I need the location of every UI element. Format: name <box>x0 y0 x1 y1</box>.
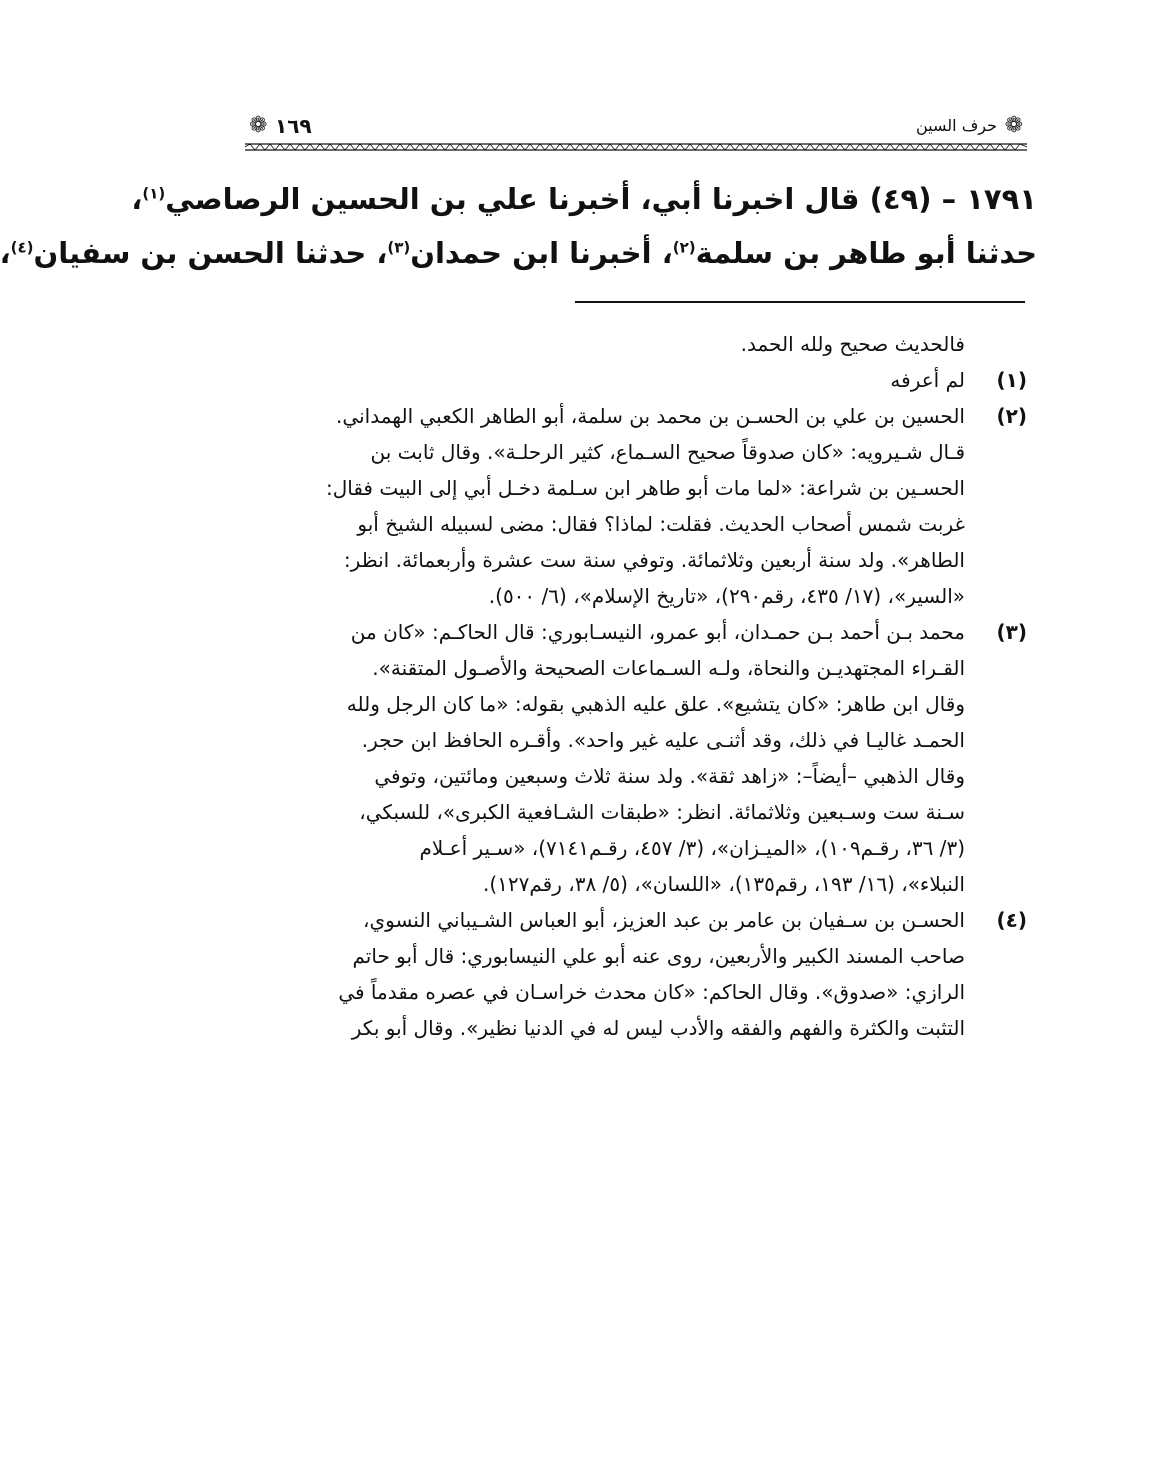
footnote-number: (٤) <box>996 908 1027 932</box>
footnote-line: القـراء المجتهديـن والنحاة، ولـه السـماعات الصحيحة والأصـول المتقنة». <box>372 656 965 680</box>
footnote-line: الحسـن بن سـفيان بن عامر بن عبد العزيز، أبو العباس الشـيباني النسوي، <box>363 908 965 932</box>
footnote-line: (٣/ ٣٦، رقـم١٠٩)، «الميـزان»، (٣/ ٤٥٧، رقـم٧١٤١)، «سـير أعـلام <box>419 836 965 860</box>
running-header <box>245 114 1027 158</box>
chapter-title: حرف السين <box>916 116 997 135</box>
footnote-reference[interactable]: (١) <box>142 184 166 203</box>
hadith-line-punctuation: ، <box>131 182 143 216</box>
hadith-line <box>131 172 1037 226</box>
footnote-reference[interactable]: (٣) <box>387 238 411 257</box>
decorative-header-border <box>245 142 1027 152</box>
footnote-line: قـال شـيرويه: «كان صدوقاً صحيح السـماع، كثير الرحلـة». وقال ثابت بن <box>370 440 965 464</box>
footnote-reference[interactable]: (٢) <box>672 238 696 257</box>
footnote-line: «السير»، (١٧/ ٤٣٥، رقم٢٩٠)، «تاريخ الإسلام»، (٦/ ٥٠٠). <box>488 584 965 608</box>
footnote-line: الحسـين بن شراعة: «لما مات أبو طاهر ابن سـلمة دخـل أبي إلى البيت فقال: <box>325 476 965 500</box>
footnote-item <box>245 614 1027 902</box>
footnote-line: الرازي: «صدوق». وقال الحاكم: «كان محدث خراسـان في عصره مقدماً في <box>338 980 965 1004</box>
footnote-number: (٣) <box>996 620 1027 644</box>
hadith-line-punctuation: ، <box>0 236 11 270</box>
header-ornament-left-icon: ❁ <box>249 113 268 138</box>
hadith-text <box>0 172 1037 280</box>
footnote-line: التثبت والكثرة والفهم والفقه والأدب ليس له في الدنيا نظير». وقال أبو بكر <box>351 1016 965 1040</box>
footnote-line: غربت شمس أصحاب الحديث. فقلت: لماذا؟ فقال: مضى لسبيله الشيخ أبو <box>357 512 965 536</box>
footnote-separator <box>575 301 1025 303</box>
footnote-line: الطاهر». ولد سنة أربعين وثلاثمائة. وتوفي سنة ست عشرة وأربعمائة. انظر: <box>343 548 965 572</box>
hadith-line <box>0 226 1037 280</box>
footnote-intro: فالحديث صحيح ولله الحمد. <box>740 332 965 356</box>
footnote-reference[interactable]: (٤) <box>10 238 34 257</box>
footnote-item <box>245 398 1027 614</box>
footnote-line: النبلاء»، (١٦/ ١٩٣، رقم١٣٥)، «اللسان»، (٥/ ٣٨، رقم١٢٧). <box>482 872 965 896</box>
footnote-line: محمد بـن أحمد بـن حمـدان، أبو عمرو، النيسـابوري: قال الحاكـم: «كان من <box>350 620 965 644</box>
footnote-line: وقال ابن طاهر: «كان يتشيع». علق عليه الذهبي بقوله: «ما كان الرجل ولله <box>346 692 965 716</box>
hadith-line-text: ١٧٩١ – (٤٩) قال اخبرنا أبي، أخبرنا علي بن الحسين الرصاصي <box>165 182 1037 216</box>
footnote-line: الحمـد غاليـا في ذلك، وقد أثنـى عليه غير واحد». وأقـره الحافظ ابن حجر. <box>361 728 965 752</box>
footnote-number: (٢) <box>996 404 1027 428</box>
footnote-item <box>245 902 1027 1046</box>
header-ornament-right-icon: ❁ <box>1004 113 1023 138</box>
hadith-line-text: ، أخبرنا ابن حمدان <box>410 236 673 270</box>
hadith-line-text: حدثنا أبو طاهر بن سلمة <box>695 236 1037 270</box>
footnote-line: الحسين بن علي بن الحسـن بن محمد بن سلمة، أبو الطاهر الكعبي الهمداني. <box>336 404 965 428</box>
footnote-line: صاحب المسند الكبير والأربعين، روى عنه أبو علي النيسابوري: قال أبو حاتم <box>352 944 965 968</box>
footnotes-section <box>245 326 1027 1046</box>
footnote-item <box>245 362 1027 398</box>
footnote-number: (١) <box>996 368 1027 392</box>
page-number: ١٦٩ <box>275 114 312 138</box>
footnote-line: وقال الذهبي –أيضاً–: «زاهد ثقة». ولد سنة ثلاث وسبعين ومائتين، وتوفي <box>374 764 965 788</box>
hadith-line-text: ، حدثنا الحسن بن سفيان <box>33 236 388 270</box>
footnote-line: سـنة ست وسـبعين وثلاثمائة. انظر: «طبقات الشـافعية الكبرى»، للسبكي، <box>359 800 965 824</box>
footnote-line: لم أعرفه <box>890 368 965 392</box>
